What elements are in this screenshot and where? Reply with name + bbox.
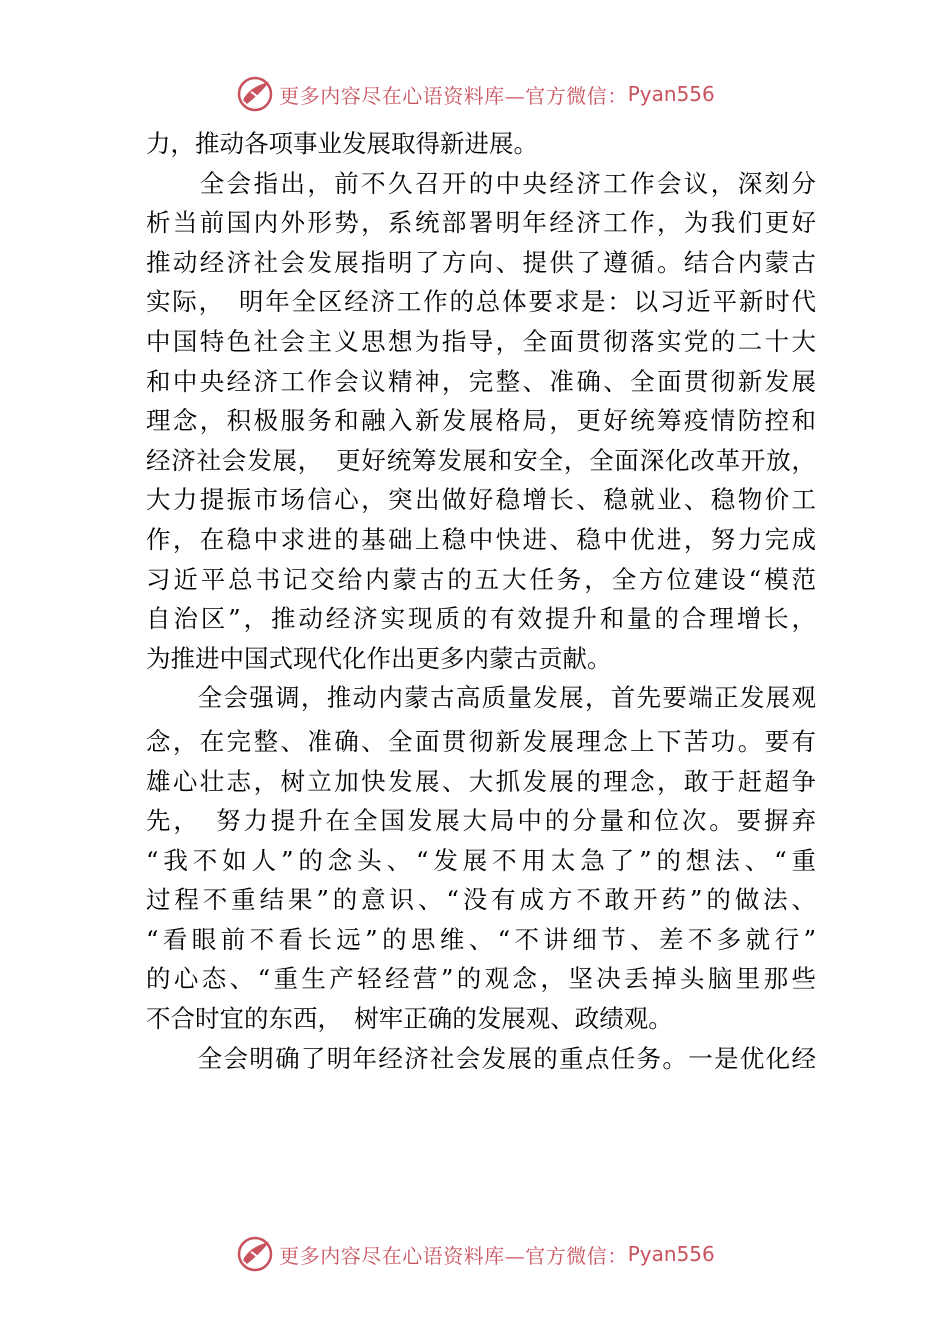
text-line: 先， 努力提升在全国发展大局中的分量和位次。要摒弃: [146, 806, 816, 836]
banner-text: 更多内容尽在心语资料库—官方微信：: [279, 83, 628, 108]
paragraph: [146, 124, 816, 164]
text-line: 为推进中国式现代化作出更多内蒙古贡献。: [146, 643, 612, 673]
text-line: 推动经济社会发展指明了方向、提供了遵循。结合内蒙古: [146, 247, 816, 277]
text-line: 力，推动各项事业发展取得新进展。: [146, 129, 538, 158]
text-line: 实际， 明年全区经济工作的总体要求是：以习近平新时代: [146, 287, 816, 317]
text-line: 习近平总书记交给内蒙古的五大任务，全方位建设“模范: [146, 564, 816, 594]
text-line: “我不如人”的念头、“发展不用太急了”的想法、“重: [146, 845, 816, 875]
text-line: 全会指出，前不久召开的中央经济工作会议，深刻分: [146, 168, 816, 198]
text-line: 雄心壮志，树立加快发展、大抓发展的理念，敢于赶超争: [146, 766, 816, 796]
banner-text: 更多内容尽在心语资料库—官方微信：: [279, 1243, 628, 1268]
text-line: 自治区”，推动经济实现质的有效提升和量的合理增长，: [146, 604, 816, 634]
text-line: 作，在稳中求进的基础上稳中快进、稳中优进，努力完成: [146, 524, 816, 554]
text-line: 全会明确了明年经济社会发展的重点任务。一是优化经: [146, 1043, 816, 1073]
text-line: 大力提振市场信心，突出做好稳增长、稳就业、稳物价工: [146, 485, 816, 515]
text-line: 不合时宜的东西， 树牢正确的发展观、政绩观。: [146, 1004, 673, 1034]
text-line: 析当前国内外形势，系统部署明年经济工作，为我们更好: [146, 208, 816, 238]
text-line: 和中央经济工作会议精神，完整、准确、全面贯彻新发展: [146, 366, 816, 396]
text-line: 全会强调，推动内蒙古高质量发展，首先要端正发展观: [146, 683, 816, 713]
text-line: 的心态、“重生产轻经营”的观念，坚决丢掉头脑里那些: [146, 964, 816, 994]
document-body: [146, 124, 816, 1078]
text-line: “看眼前不看长远”的思维、“不讲细节、差不多就行”: [146, 924, 816, 954]
text-line: 中国特色社会主义思想为指导，全面贯彻落实党的二十大: [146, 326, 816, 356]
seal-logo-icon: [235, 1234, 275, 1274]
paragraph: [146, 1039, 816, 1079]
text-line: 理念，积极服务和融入新发展格局，更好统筹疫情防控和: [146, 406, 816, 436]
paragraph: [146, 164, 816, 679]
header-watermark-banner: [0, 72, 950, 116]
text-line: 念，在完整、准确、全面贯彻新发展理念上下苦功。要有: [146, 726, 816, 756]
footer-watermark-banner: [0, 1232, 950, 1276]
banner-wechat-id: Pyan556: [627, 1242, 715, 1266]
seal-logo-icon: [235, 74, 275, 114]
text-line: 经济社会发展， 更好统筹发展和安全，全面深化改革开放，: [146, 445, 816, 475]
text-line: 过程不重结果”的意识、“没有成方不敢开药”的做法、: [146, 885, 816, 915]
banner-wechat-id: Pyan556: [627, 82, 715, 106]
paragraph: [146, 678, 816, 1038]
